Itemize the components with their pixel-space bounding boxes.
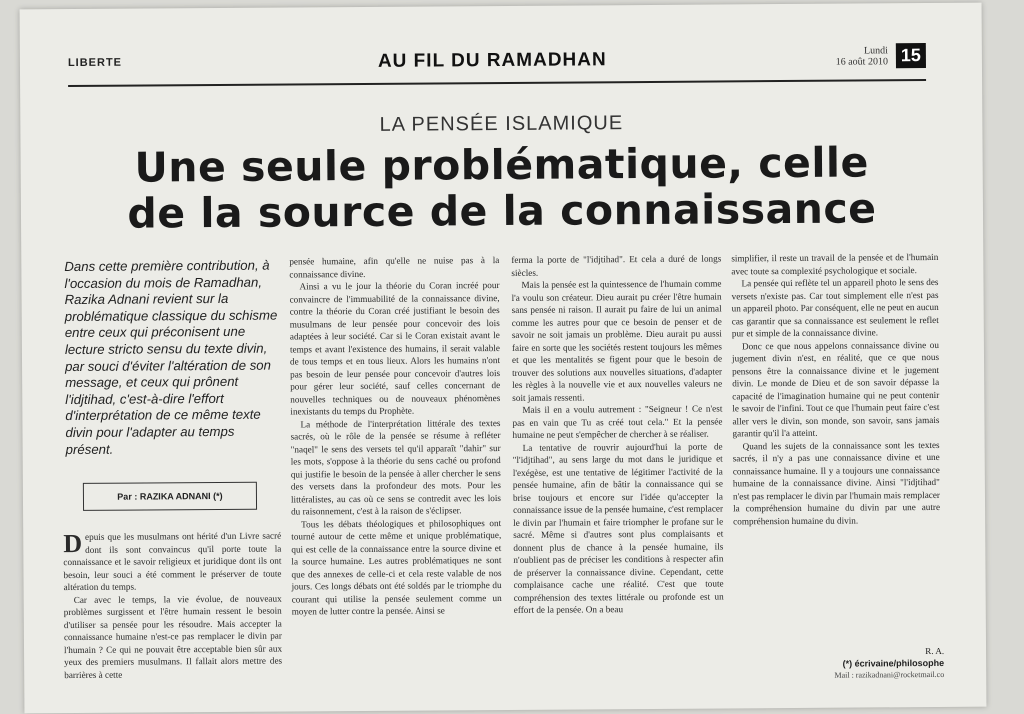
newspaper-name: LIBERTE [67,56,123,70]
author-role: (*) écrivaine/philosophe [842,657,945,669]
paragraph: Mais la pensée est la quintessence de l'humain comme l'a voulu son créateur. Dieu aurait pu créer l'être humain sans pensée ni raison. Il aurait pu faire de lui un animal comme les autres pour que ce besoin de penser et de savoir ne soit jamais un problème. Dieu aurait pu aussi faire en sorte que les sociétés restent toujours les mêmes et que les mentalités se figent pour que le besoin de trouver des solutions aux nouvelles situations, d'adapter les règles à la nouvelle vie et aux nouvelles valeurs ne soit jamais ressenti. [511,278,723,403]
author-signature [804,645,944,682]
headline-line-2: de la source de la connaissance [127,184,877,238]
article-column-2 [289,254,502,618]
issue-day: Lundi [863,45,888,57]
paragraph: ferma la porte de "l'idjtihad". Et cela a duré de longs siècles. [511,253,722,278]
paragraph: Car avec le temps, la vie évolue, de nouveaux problèmes surgissent et l'être humain ressent le besoin d'utiliser sa pensée pour les résoudre. Mais accepter la connaissance humaine n'est-ce pas remplacer le divin par l'humain ? Ce qui ne pouvait être acceptable bien sûr aux yeux des premiers musulmans. Il fallait alors mettre des barrières à cette [63,593,283,680]
article-headline [21,139,984,238]
paragraph: Ainsi a vu le jour la théorie du Coran incréé pour convaincre de l'immuabilité de la connaissance divine, contre la théorie du Coran créé justifiant le besoin des musulmans de leur pensée pour concevoir des lois adaptées à leur société. Car si le Coran existait avant le temps et avant l'existence des humains, il serait valable de tous temps et en tous lieux. Alors les humains n'ont pas besoin de leur pensée pour concevoir d'autres lois pour gérer leur société, sauf celles concernant de nouvelles techniques ou de nouveaux phénomènes inexistants du temps du Prophète. [289,280,501,417]
paragraph: Mais il en a voulu autrement : "Seigneur ! Ce n'est pas en vain que Tu as créé tout cela." Et la pensée humaine ne peut s'empêcher de chercher à se réaliser. [512,403,723,440]
paragraph: Donc ce que nous appelons connaissance divine ou jugement divin n'est, en réalité, que ce que nous pensons être la connaissance divine et le jugement divin. Le monde de Dieu et de son savoir dépasse la capacité de l'imagination humaine qui ne peut contenir le savoir de l'infini. Tout ce que l'humain peut faire c'est aller vers le divin, son monde, son savoir, sans jamais garantir qu'il l'a atteint. [731,339,940,439]
article-kicker: LA PENSÉE ISLAMIQUE [379,112,624,136]
article-intro: Dans cette première contribution, à l'occasion du mois de Ramadhan, Razika Adnani revient sur la problématique classique du schisme entre ceux qui préconisent une lecture stricto sensu du texte divin, par souci d'éviter l'altération de son message, et ceux qui prônent l'idjtihad, c'est-à-dire l'effort d'interprétation de ce même texte divin pour l'adapter au temps présent. [64,257,278,457]
paragraph: epuis que les musulmans ont hérité d'un Livre sacré dont ils sont convaincus qu'il porte toute la connaissance et le savoir religieux et juridique dont ils ont besoin, leur souci a été comment le préserver de toute altération du temps. [63,530,282,593]
drop-cap: D [63,528,83,559]
page-header [68,39,926,87]
newspaper-page [20,3,987,714]
article-column-1 [63,530,282,682]
paragraph: La tentative de rouvrir aujourd'hui la porte de "l'idjtihad", au sens large du mot dans le juridique et l'exégèse, est une tentative de légitimer l'activité de la pensée humaine, afin de bâtir la connaissance qui se brise toujours et encore sur l'idée qu'accepter la connaissance issue de la pensée humaine, c'est remplacer le divin par l'humain et faire triompher le profane sur le sacré. Même si d'autres sont plus complaisants et donnent plus de chance à la pensée humaine, ils n'oublient pas de préciser les conditions à respecter afin de préserver la connaissance divine. Cependant, cette complaisance cache une réalité. C'est que toute compréhension des textes littérale ou profonde est un effort de la pensée. On a beau [512,440,724,615]
headline-line-1: Une seule problématique, celle [134,138,869,192]
article-column-3 [511,252,724,616]
byline: Par : RAZIKA ADNANI (*) [83,482,257,511]
author-initials: R. A. [925,645,945,657]
paragraph: La méthode de l'interprétation littérale des textes sacrés, où le rôle de la pensée se résume à refléter "naqel" le sens des versets tel qu'il apparaît "dahir" sur les mots, s'oppose à la théorie du sens caché ou profond qui justifie le besoin de la pensée à aller chercher le sens des versets dans la profondeur des mots. Pour les littéralistes, au cas où ce sens se contredit avec les lois du raisonnement, c'est à la raison de s'éclipser. [290,417,502,517]
page-number: 15 [896,43,926,68]
author-email: Mail : razikadnani@rocketmail.co [834,669,945,680]
section-title: AU FIL DU RAMADHAN [377,49,607,72]
issue-date [836,45,888,67]
issue-date-text: 16 août 2010 [835,56,888,68]
paragraph: Quand les sujets de la connaissance sont les textes sacrés, il n'y a pas une connaissance divine et une connaissance humaine. Il y a toujours une connaissance humaine de la connaissance divine. Ainsi "l'idjtihad" n'est pas remplacer le divin par l'humain mais remplacer la compréhension humaine du divin par une autre compréhension humaine du divin. [732,439,941,526]
paragraph: pensée humaine, afin qu'elle ne nuise pas à la connaissance divine. [289,255,500,279]
paragraph: Tous les débats théologiques et philosophiques ont tourné autour de cette même et unique problématique, qui est celle de la connaissance entre la source divine et la source humaine. Les autres problématiques ne sont que des annexes de celle-ci et cela reste valable de nos jours. Ces longs débats ont été soldés par le triomphe du courant qui utilise la pensée seulement comme un moyen de lutter contre la pensée. Ainsi se [291,517,502,617]
paragraph: La pensée qui reflète tel un appareil photo le sens des versets n'existe pas. Car tout simplement elle n'est pas un appareil photo. Par conséquent, elle ne peut en aucun cas garantir que sa connaissance est seulement le reflet pur et simple de la connaissance divine. [731,276,939,339]
article-column-4 [731,251,940,527]
paragraph: simplifier, il reste un travail de la pensée et de l'humain avec toute sa complexité psychologique et sociale. [731,251,939,276]
